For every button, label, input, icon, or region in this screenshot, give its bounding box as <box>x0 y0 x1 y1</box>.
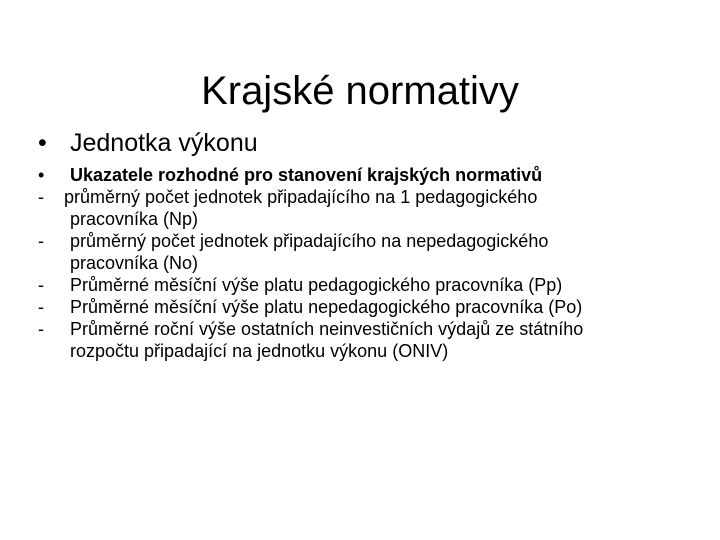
main-bullet <box>38 127 258 159</box>
dash-marker: - <box>38 187 44 207</box>
bullet-list <box>38 164 698 362</box>
dash-marker: - <box>38 275 44 295</box>
list-item-line: rozpočtu připadající na jednotku výkonu (ONIV) <box>70 341 449 361</box>
list-item-line: průměrný počet jednotek připadajícího na 1 pedagogického <box>64 187 538 207</box>
list-item <box>38 186 698 230</box>
list-item-line: pracovníka (No) <box>70 253 199 273</box>
list-item-line: Průměrné měsíční výše platu pedagogického pracovníka (Pp) <box>70 275 563 295</box>
dash-marker: - <box>38 231 44 251</box>
dash-marker: - <box>38 319 44 339</box>
list-item-line: Průměrné měsíční výše platu nepedagogického pracovníka (Po) <box>70 297 583 317</box>
bullet-marker: • <box>38 165 45 185</box>
list-item <box>38 296 698 318</box>
main-bullet-text: Jednotka výkonu <box>70 129 258 157</box>
list-item-line: Ukazatele rozhodné pro stanovení krajských normativů <box>70 165 543 185</box>
dash-marker: - <box>38 297 44 317</box>
list-item-line: průměrný počet jednotek připadajícího na nepedagogického <box>70 231 549 251</box>
list-item-line: pracovníka (Np) <box>70 209 199 229</box>
list-item <box>38 164 698 186</box>
list-item-line: Průměrné roční výše ostatních neinvestičních výdajů ze státního <box>70 319 584 339</box>
slide-title: Krajské normativy <box>201 69 519 113</box>
list-item <box>38 230 698 274</box>
bullet-marker: • <box>38 129 47 157</box>
list-item <box>38 318 698 362</box>
list-item <box>38 274 698 296</box>
